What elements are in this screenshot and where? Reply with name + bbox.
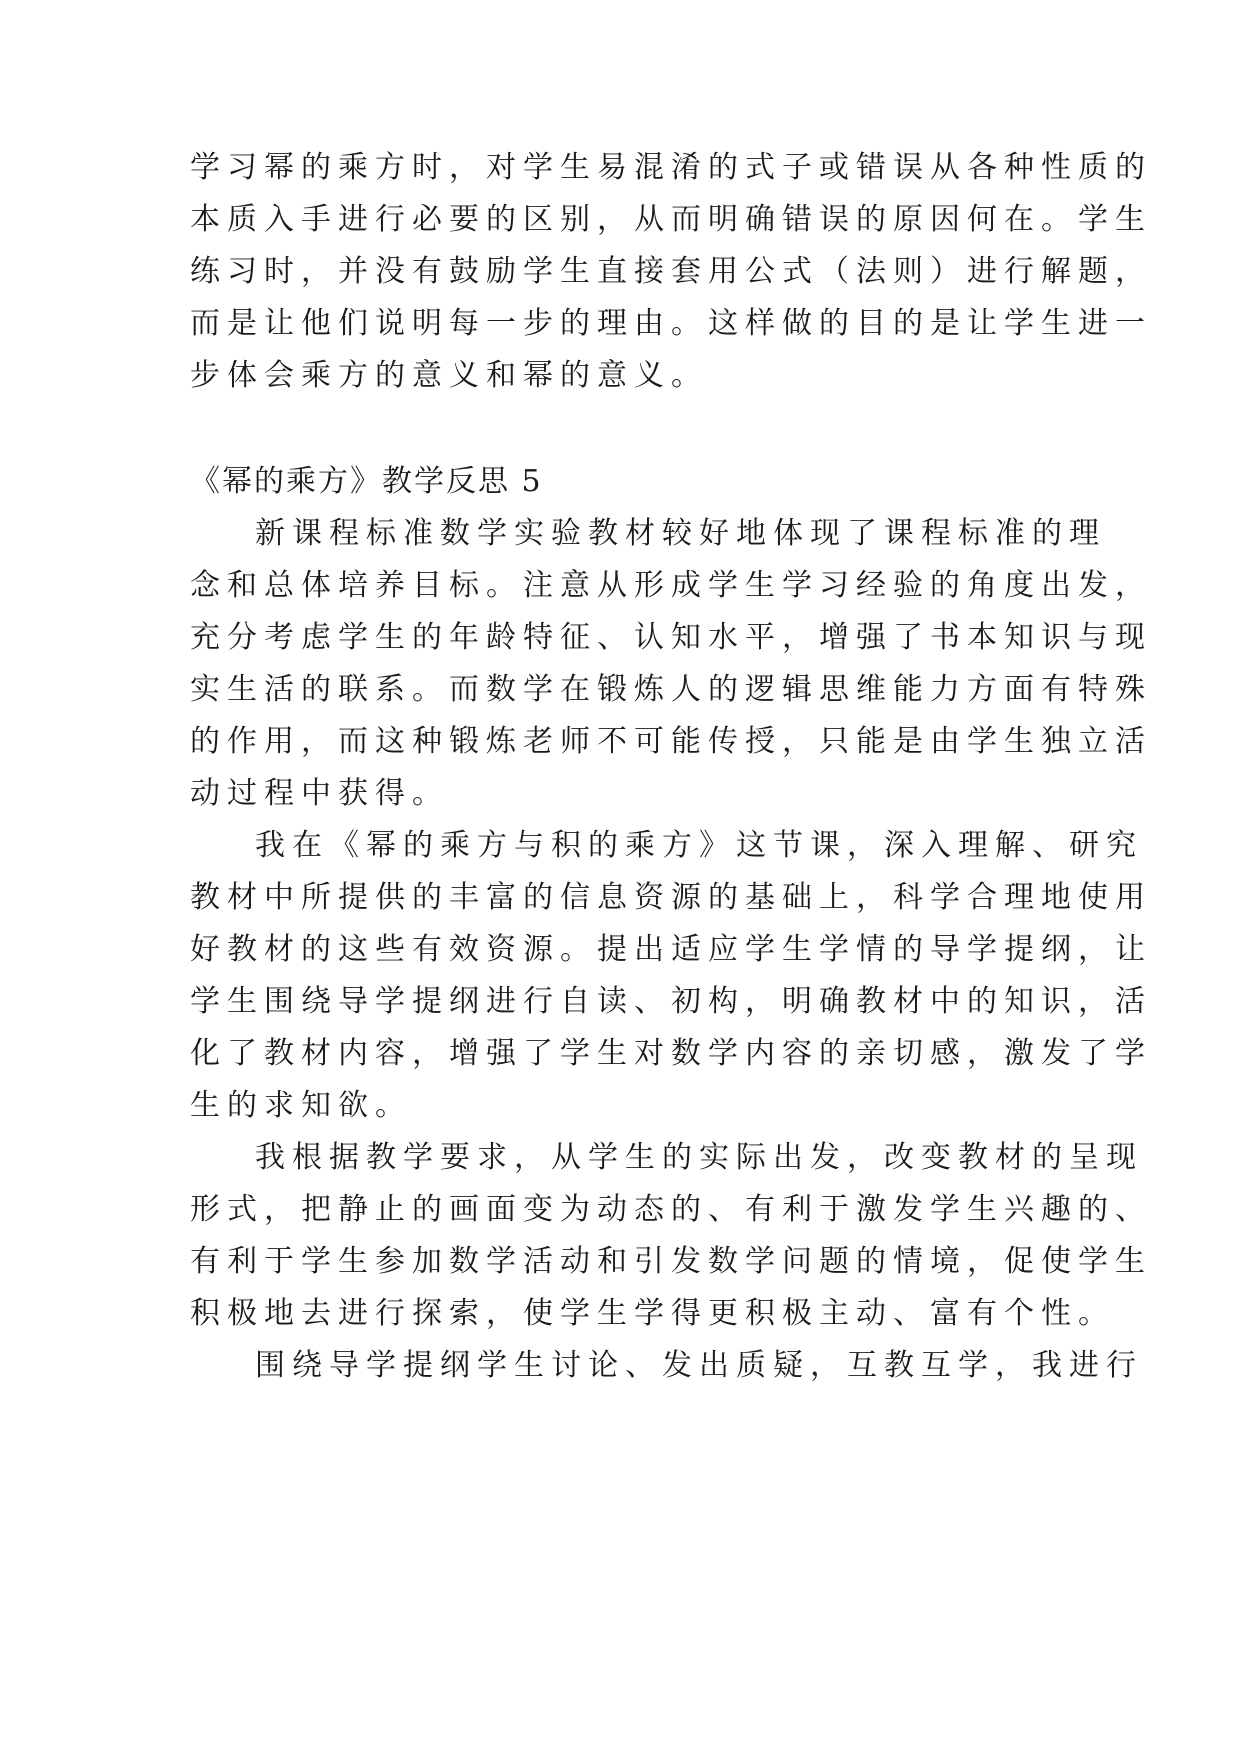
para2-line-2: 教材中所提供的丰富的信息资源的基础上，科学合理地使用 (190, 880, 1152, 915)
para2-line-4: 学生围绕导学提纲进行自读、初构，明确教材中的知识，活 (190, 984, 1152, 1019)
intro-line-3: 练习时，并没有鼓励学生直接套用公式（法则）进行解题， (190, 254, 1152, 289)
intro-line-5: 步体会乘方的意义和幂的意义。 (190, 358, 708, 393)
para1-line-2: 念和总体培养目标。注意从形成学生学习经验的角度出发， (190, 568, 1152, 603)
section-title: 《幂的乘方》教学反思 5 (190, 464, 543, 499)
para2-line-6: 生的求知欲。 (190, 1088, 412, 1123)
para4-line-1: 围绕导学提纲学生讨论、发出质疑，互教互学，我进行 (255, 1348, 1143, 1383)
para3-line-3: 有利于学生参加数学活动和引发数学问题的情境，促使学生 (190, 1244, 1152, 1279)
para3-line-4: 积极地去进行探索，使学生学得更积极主动、富有个性。 (190, 1296, 1115, 1331)
para2-line-1: 我在《幂的乘方与积的乘方》这节课，深入理解、研究 (255, 828, 1143, 863)
para1-line-1: 新课程标准数学实验教材较好地体现了课程标准的理 (255, 516, 1106, 551)
para3-line-1: 我根据教学要求，从学生的实际出发，改变教材的呈现 (255, 1140, 1143, 1175)
para3-line-2: 形式，把静止的画面变为动态的、有利于激发学生兴趣的、 (190, 1192, 1152, 1227)
para1-line-6: 动过程中获得。 (190, 776, 449, 811)
intro-line-4: 而是让他们说明每一步的理由。这样做的目的是让学生进一 (190, 306, 1152, 341)
para1-line-4: 实生活的联系。而数学在锻炼人的逻辑思维能力方面有特殊 (190, 672, 1152, 707)
para1-line-3: 充分考虑学生的年龄特征、认知水平，增强了书本知识与现 (190, 620, 1152, 655)
para2-line-3: 好教材的这些有效资源。提出适应学生学情的导学提纲，让 (190, 932, 1152, 967)
intro-line-2: 本质入手进行必要的区别，从而明确错误的原因何在。学生 (190, 202, 1152, 237)
para1-line-5: 的作用，而这种锻炼老师不可能传授，只能是由学生独立活 (190, 724, 1152, 759)
intro-line-1: 学习幂的乘方时，对学生易混淆的式子或错误从各种性质的 (190, 150, 1152, 185)
para2-line-5: 化了教材内容，增强了学生对数学内容的亲切感，激发了学 (190, 1036, 1152, 1071)
